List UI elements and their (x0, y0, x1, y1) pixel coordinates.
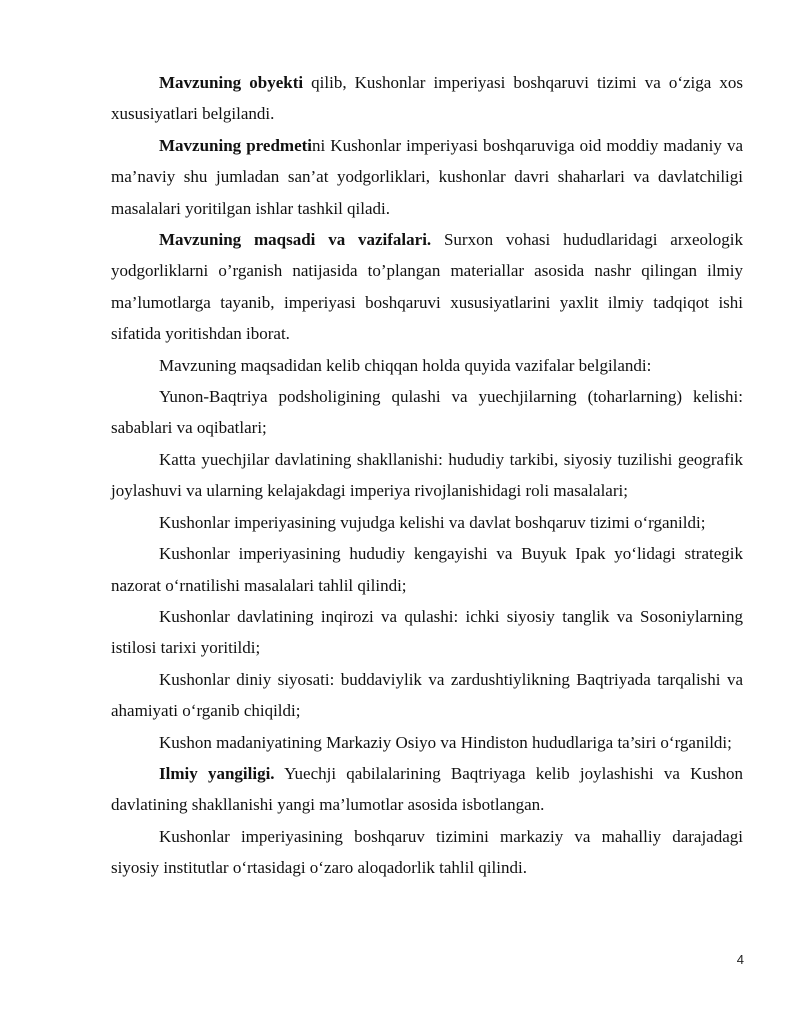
page-number: 4 (736, 952, 744, 967)
paragraph-text: Kushonlar imperiyasining hududiy kengayishi va Buyuk Ipak yo‘lidagi strategik nazorat o‘rnatilishi masalalari tahlil qilindi; (111, 544, 743, 595)
paragraph-subject (111, 130, 743, 224)
paragraph-text: Surxon vohasi hududlaridagi arxeologik yodgorliklarni o’rganish natijasida to’plangan materiallar asosida nashr qilingan ilmiy ma’lumotlarga tayanib, imperiyasi boshqaruvi xususiyatlarini yaxlit ilmiy tadqiqot ishi sifatida yoritishdan iborat. (111, 230, 743, 344)
task-item (111, 601, 743, 664)
task-item (111, 507, 743, 538)
paragraph-governance (111, 821, 743, 884)
paragraph-text: qilib, Kushonlar imperiyasi boshqaruvi tizimi va o‘ziga xos xususiyatlari belgilandi. (111, 73, 743, 124)
task-item (111, 444, 743, 507)
task-item (111, 727, 743, 758)
paragraph-text: Kushon madaniyatining Markaziy Osiyo va Hindiston hududlariga ta’siri o‘rganildi; (159, 732, 732, 752)
task-item (111, 381, 743, 444)
paragraph-text: Kushonlar imperiyasining boshqaruv tizimini markaziy va mahalliy darajadagi siyosiy institutlar o‘rtasidagi o‘zaro aloqadorlik tahlil qilindi. (111, 826, 743, 878)
paragraph-heading: Mavzuning obyekti (159, 73, 304, 92)
document-body (111, 67, 743, 884)
paragraph-tasks-intro (111, 350, 743, 381)
paragraph-heading: Mavzuning predmeti (159, 135, 313, 155)
paragraph-text: Yunon-Baqtriya podsholigining qulashi va yuechjilarning (toharlarning) kelishi: sabablari va oqibatlari; (111, 387, 743, 438)
task-item (111, 664, 743, 727)
paragraph-goals (111, 224, 743, 350)
paragraph-text: Mavzuning maqsadidan kelib chiqqan holda quyida vazifalar belgilandi: (159, 355, 652, 375)
paragraph-text: Kushonlar davlatining inqirozi va qulashi: ichki siyosiy tanglik va Sosoniylarning istilosi tarixi yoritildi; (111, 606, 743, 658)
paragraph-text: Kushonlar imperiyasining vujudga kelishi va davlat boshqaruv tizimi o‘rganildi; (159, 512, 706, 532)
paragraph-text: Kushonlar diniy siyosati: buddaviylik va zardushtiylikning Baqtriyada tarqalishi va ahamiyati o‘rganib chiqildi; (111, 669, 743, 721)
paragraph-text: Yuechji qabilalarining Baqtriyaga kelib joylashishi va Kushon davlatining shakllanishi yangi ma’lumotlar asosida isbotlangan. (111, 763, 743, 815)
task-item (111, 538, 743, 601)
paragraph-novelty (111, 758, 743, 821)
paragraph-object (111, 67, 743, 130)
paragraph-text: ni Kushonlar imperiyasi boshqaruviga oid moddiy madaniy va ma’naviy shu jumladan san’at yodgorliklari, kushonlar davri shaharlari va davlatchiligi masalalari yoritilgan ishlar tashkil qiladi. (111, 135, 743, 218)
paragraph-heading: Ilmiy yangiligi. (159, 763, 275, 783)
paragraph-text: Katta yuechjilar davlatining shakllanishi: hududiy tarkibi, siyosiy tuzilishi geografik joylashuvi va ularning kelajakdagi imperiya rivojlanishidagi roli masalalari; (111, 449, 743, 501)
paragraph-heading: Mavzuning maqsadi va vazifalari. (159, 230, 432, 250)
